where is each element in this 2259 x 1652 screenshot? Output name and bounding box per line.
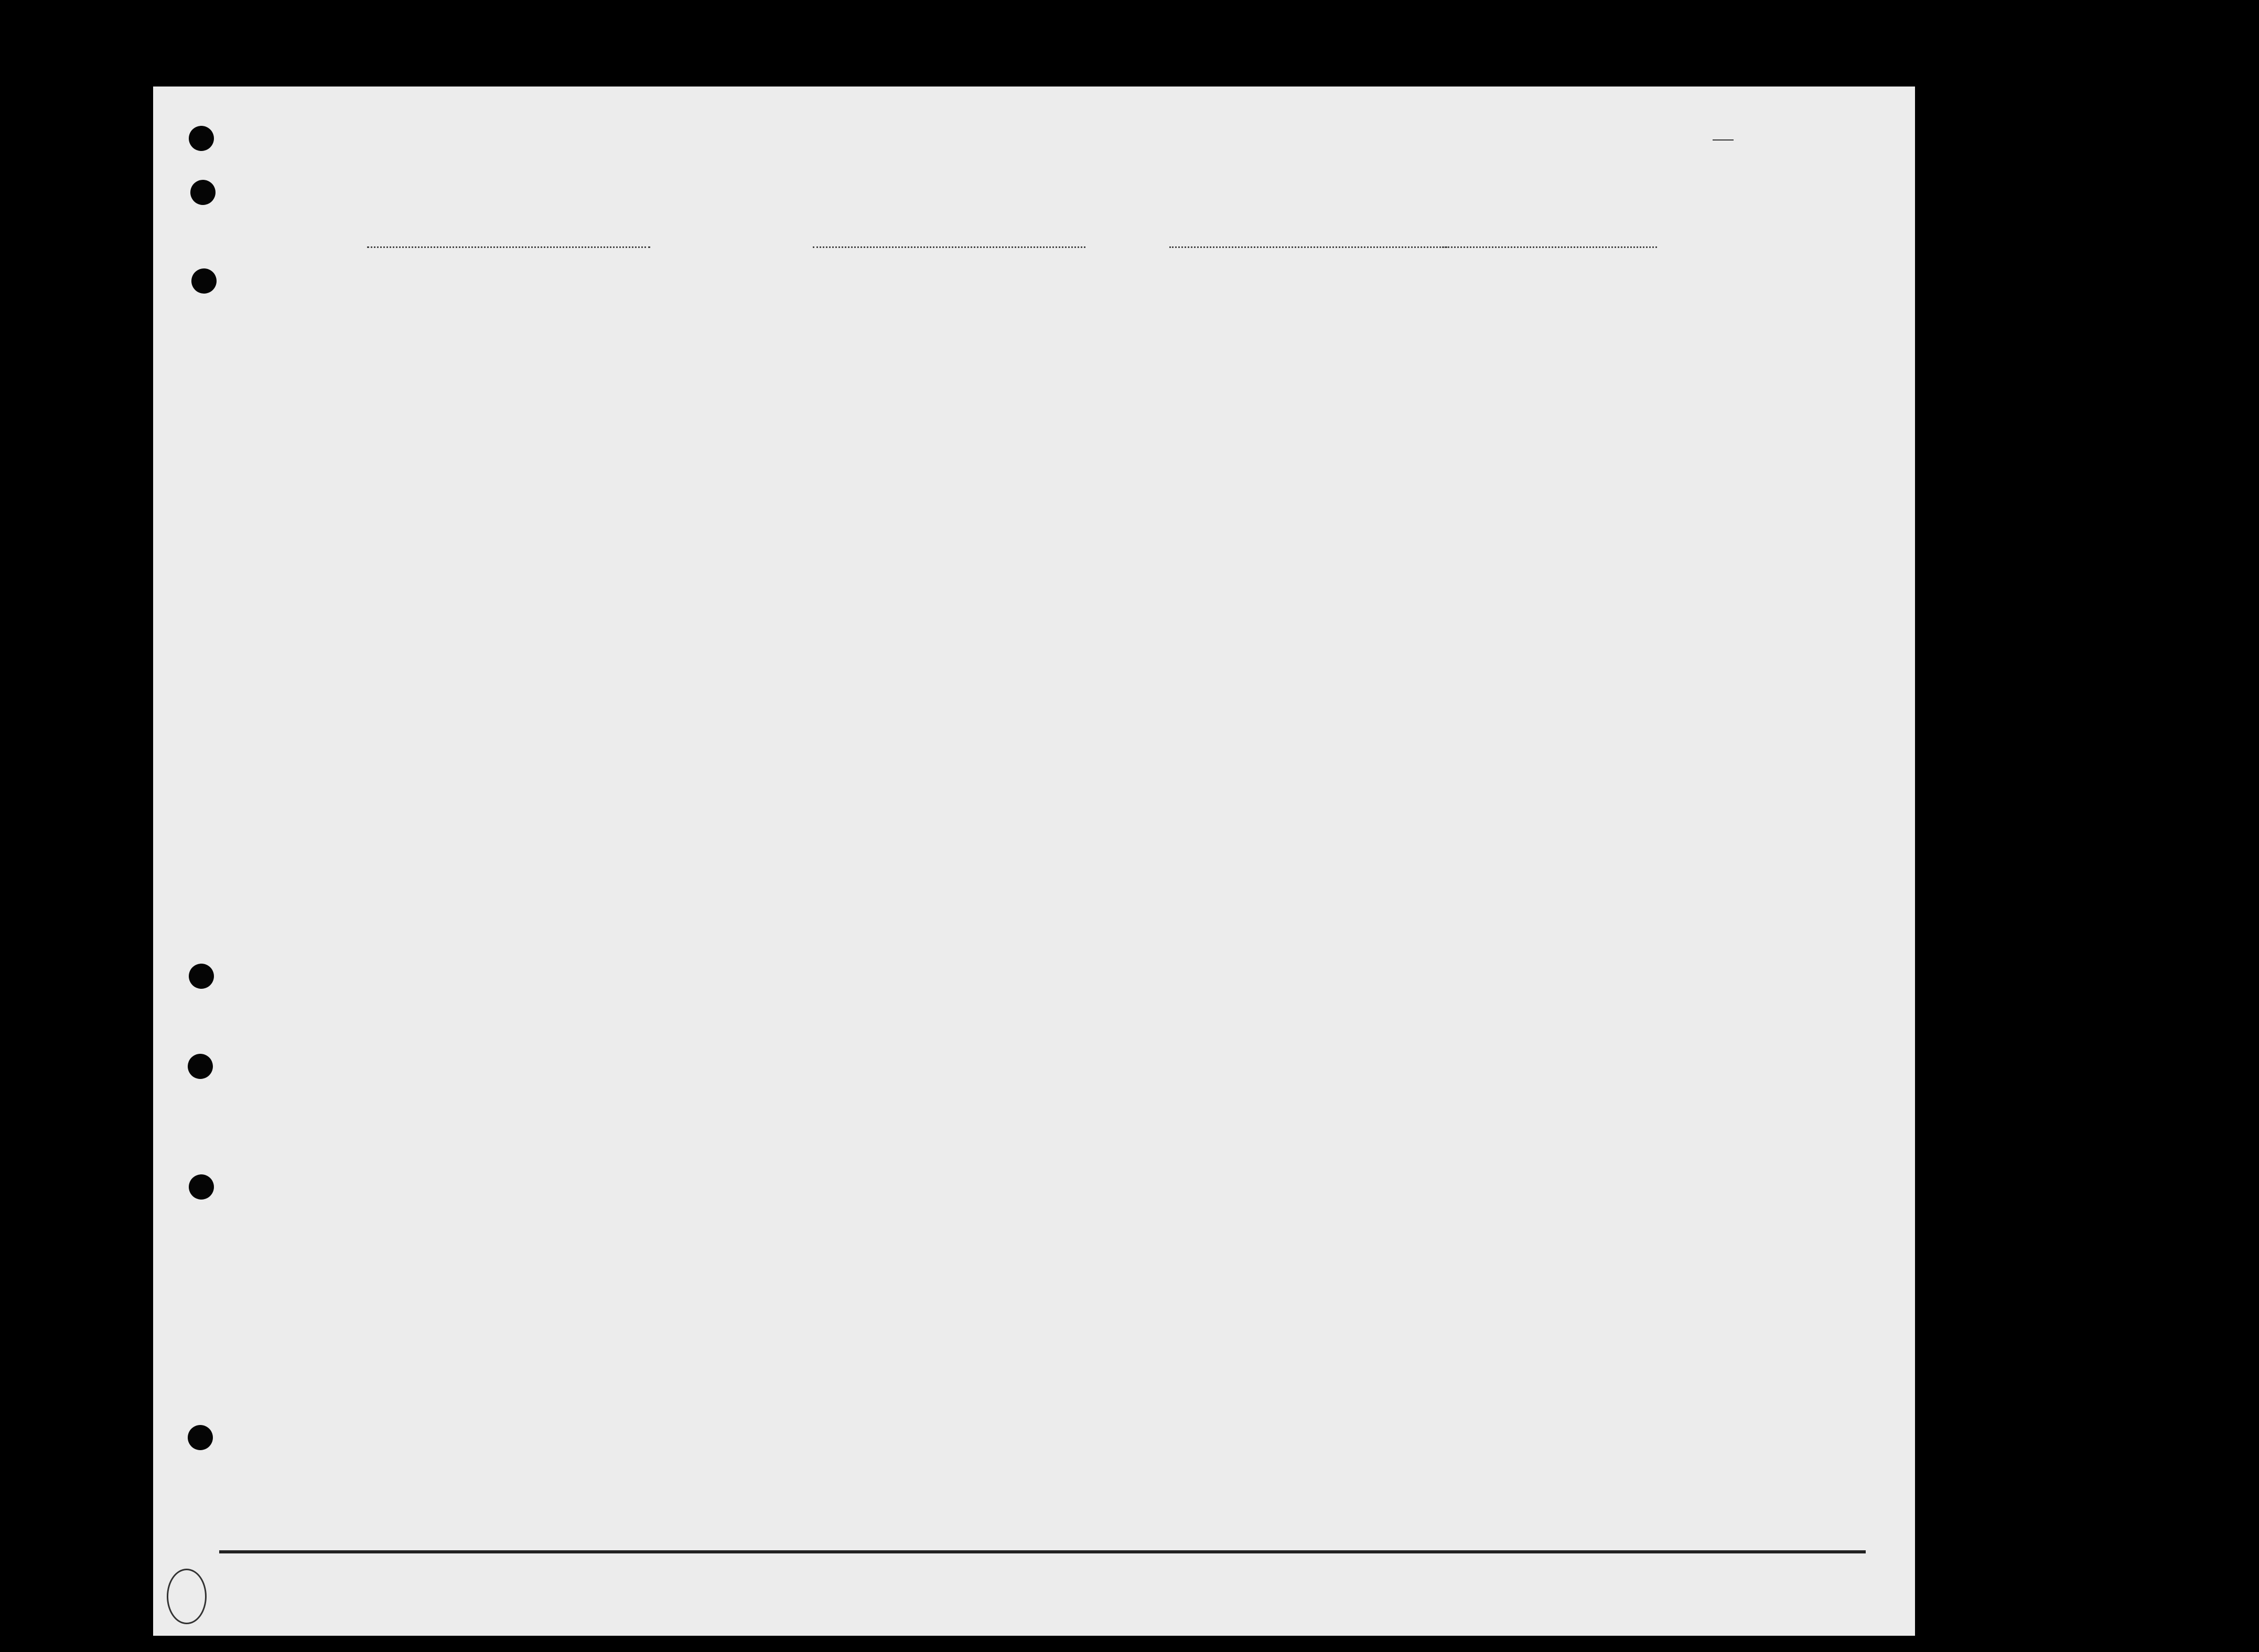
sheet-number	[1713, 121, 1734, 141]
manifest-sheet	[153, 87, 1915, 1636]
vessel-underline	[367, 246, 650, 248]
sheet-info	[1697, 126, 1734, 138]
punch-hole	[189, 1174, 214, 1200]
vessel-line	[219, 221, 1740, 247]
punch-hole	[189, 964, 214, 989]
punch-hole	[189, 126, 214, 151]
punch-hole	[190, 180, 216, 205]
date-underline	[1442, 246, 1657, 248]
margin-mark	[167, 1569, 207, 1624]
footer-rule	[219, 1550, 1866, 1553]
punch-hole	[188, 1054, 213, 1079]
port-underline	[813, 246, 1085, 248]
arrival-underline	[1169, 246, 1447, 248]
punch-hole	[191, 268, 217, 294]
footer-line	[219, 1554, 1866, 1575]
punch-hole	[188, 1425, 213, 1450]
